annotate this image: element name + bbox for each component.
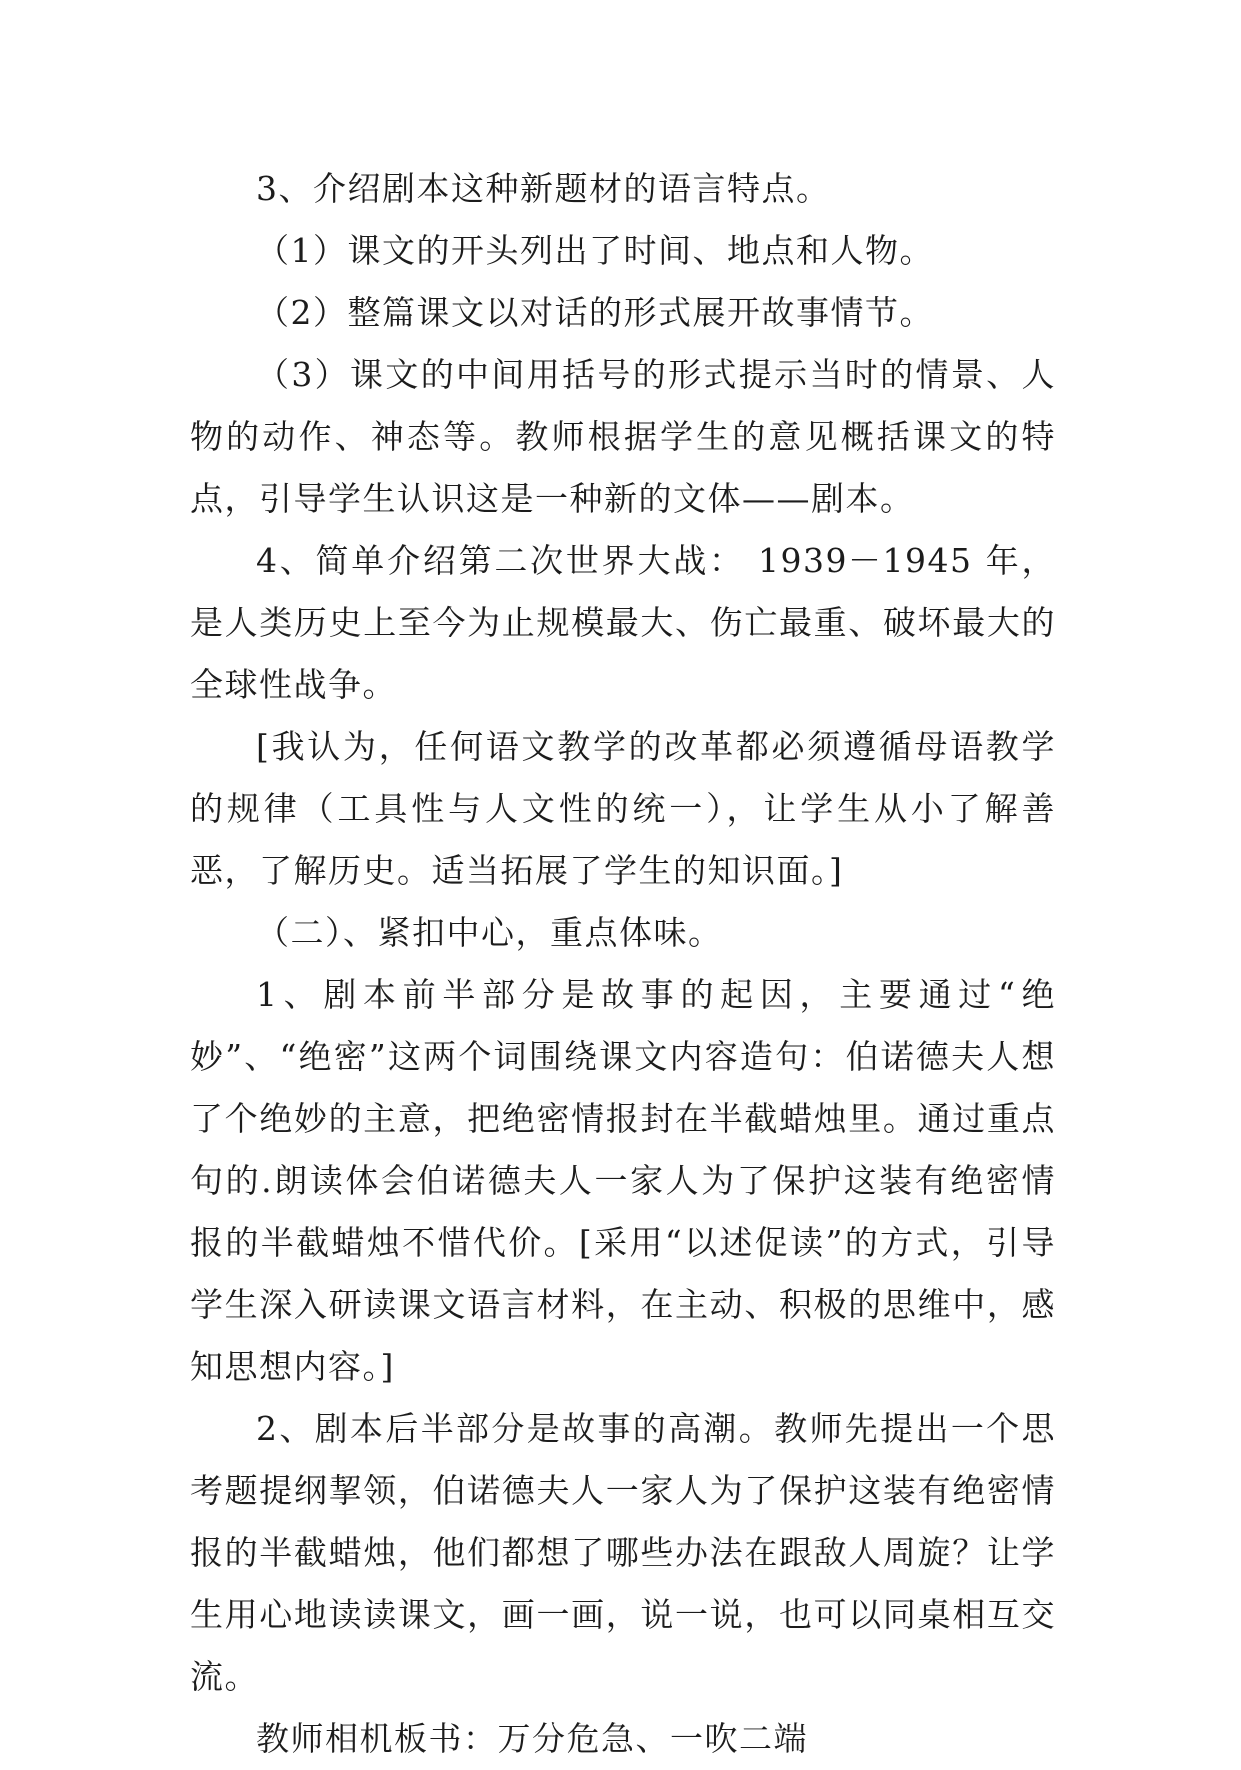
paragraph-point-2: （2）整篇课文以对话的形式展开故事情节。 — [256, 293, 934, 332]
paragraph-board-notes: 教师相机板书：万分危急、一吹二端 — [256, 1719, 808, 1758]
paragraph-second-half: 2、剧本后半部分是故事的高潮。教师先提出一个思考题提纲挈领，伯诺德夫人一家人为了保护这装有绝密情报的半截蜡烛，他们都想了哪些办法在跟敌人周旋？让学生用心地读读课文，画一画，说一说，也可以同桌相互交流。 — [190, 1409, 1056, 1696]
section-heading-2: （二）、紧扣中心，重点体味。 — [256, 913, 723, 952]
paragraph-first-half: 1、剧本前半部分是故事的起因，主要通过“绝妙”、“绝密”这两个词围绕课文内容造句：伯诺德夫人想了个绝妙的主意，把绝密情报封在半截蜡烛里。通过重点句的.朗读体会伯诺德夫人一家人为了保护这装有绝密情报的半截蜡烛不惜代价。[采用“以述促读”的方式，引导学生深入研读课文语言材料，在主动、积极的思维中，感知思想内容。] — [190, 975, 1056, 1386]
paragraph-wwii-intro: 4、简单介绍第二次世界大战： 1939－1945 年，是人类历史上至今为止规模最大、伤亡最重、破坏最大的全球性战争。 — [190, 541, 1056, 704]
paragraph-commentary-1: [我认为，任何语文教学的改革都必须遵循母语教学的规律（工具性与人文性的统一），让学生从小了解善恶，了解历史。适当拓展了学生的知识面。] — [190, 727, 1056, 890]
paragraph-point-1: （1）课文的开头列出了时间、地点和人物。 — [256, 231, 934, 270]
document-body — [190, 158, 1056, 1770]
paragraph-language-features: 3、介绍剧本这种新题材的语言特点。 — [256, 169, 831, 208]
paragraph-point-3: （3）课文的中间用括号的形式提示当时的情景、人物的动作、神态等。教师根据学生的意见概括课文的特点，引导学生认识这是一种新的文体——剧本。 — [190, 355, 1056, 518]
